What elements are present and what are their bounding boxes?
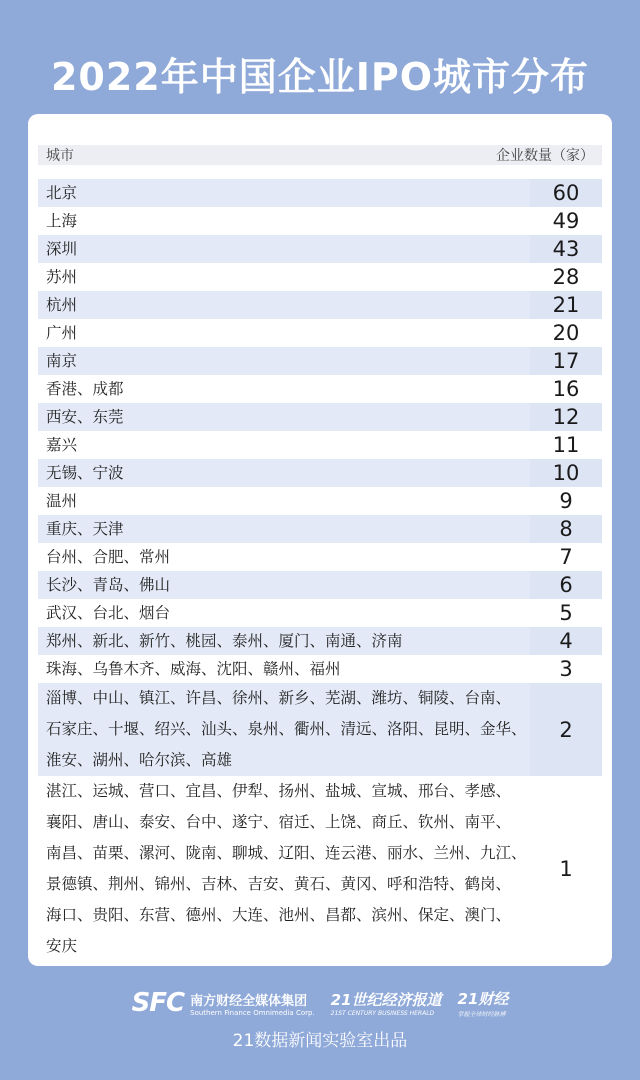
- row-count: 9: [559, 489, 573, 513]
- row-cities: 西安、东莞: [46, 408, 124, 426]
- table-row: [38, 683, 602, 776]
- row-cities: 无锡、宁波: [46, 464, 124, 482]
- table-row: [38, 403, 602, 431]
- row-cities: 武汉、台北、烟台: [46, 604, 171, 622]
- table-row: [38, 627, 602, 655]
- row-count: 20: [552, 321, 580, 345]
- row-count: 28: [552, 265, 580, 289]
- row-cities: 香港、成都: [46, 380, 124, 398]
- row-count: 17: [530, 347, 602, 375]
- row-count: 5: [559, 601, 573, 625]
- row-count: 49: [552, 209, 580, 233]
- sfc-name-cn: 南方财经全媒体集团: [190, 993, 308, 1009]
- row-cities: 珠海、乌鲁木齐、威海、沈阳、赣州、福州: [46, 660, 341, 678]
- row-cities: 杭州: [46, 296, 78, 314]
- table-row: [38, 459, 602, 487]
- row-count: 12: [530, 403, 602, 431]
- caijing-logo: [458, 988, 509, 1018]
- sfc-mark: SFC: [131, 988, 185, 1018]
- row-cities: 嘉兴: [46, 436, 78, 454]
- row-cities: 南京: [46, 352, 78, 370]
- table-card: [28, 114, 612, 966]
- row-cities: 郑州、新北、新竹、桃园、泰州、厦门、南通、济南: [46, 632, 403, 650]
- table-body: [38, 179, 602, 962]
- header-count: 企业数量（家）: [496, 148, 594, 164]
- table-row: [38, 655, 602, 683]
- row-cities: 上海: [46, 212, 78, 230]
- footer-logos: [0, 986, 640, 1020]
- table-header: [38, 145, 602, 165]
- row-cities: 重庆、天津: [46, 520, 124, 538]
- row-count: 6: [530, 571, 602, 599]
- row-cities: 台州、合肥、常州: [46, 548, 171, 566]
- page-title: 2022年中国企业IPO城市分布: [50, 55, 590, 99]
- row-count: 7: [559, 545, 573, 569]
- row-count: 4: [530, 627, 602, 655]
- table-row: [38, 776, 602, 962]
- table-row: [38, 347, 602, 375]
- sfc-logo: [132, 988, 315, 1018]
- table-row: [38, 235, 602, 263]
- herald-name-cn: 21世纪经济报道: [330, 991, 442, 1009]
- table-row: [38, 571, 602, 599]
- row-count: 3: [559, 657, 573, 681]
- row-count: 1: [559, 857, 573, 881]
- row-count: 2: [530, 683, 602, 776]
- header-city: 城市: [46, 148, 74, 164]
- row-count: 11: [552, 433, 580, 457]
- herald-logo: [331, 989, 442, 1017]
- row-cities: 温州: [46, 492, 78, 510]
- row-cities: 广州: [46, 324, 78, 342]
- row-count: 43: [530, 235, 602, 263]
- row-cities: 长沙、青岛、佛山: [46, 576, 171, 594]
- row-count: 8: [530, 515, 602, 543]
- table-row: [38, 291, 602, 319]
- row-cities: 苏州: [46, 268, 78, 286]
- row-count: 60: [530, 179, 602, 207]
- row-cities: 深圳: [46, 240, 78, 258]
- table-row: [38, 207, 602, 235]
- row-cities: 湛江、运城、营口、宜昌、伊犁、扬州、盐城、宣城、邢台、孝感、襄阳、唐山、泰安、台中、遂宁、宿迁、上饶、商丘、钦州、南平、南昌、苗栗、漯河、陇南、聊城、辽阳、连云港、丽水、兰州、九江、景德镇、荆州、锦州、吉林、吉安、黄石、黄冈、呼和浩特、鹤岗、海口、贵阳、东营、德州、大连、池州、昌都、滨州、保定、澳门、安庆: [46, 782, 527, 955]
- row-count: 16: [552, 377, 580, 401]
- table-row: [38, 319, 602, 347]
- caijing-name-en: 掌握全球财经脉搏: [457, 1011, 506, 1018]
- herald-name-en: 21ST CENTURY BUSINESS HERALD: [330, 1010, 435, 1017]
- table-row: [38, 375, 602, 403]
- row-count: 10: [530, 459, 602, 487]
- table-row: [38, 431, 602, 459]
- caijing-name-cn: 21财经: [457, 990, 509, 1008]
- table-row: [38, 599, 602, 627]
- table-row: [38, 179, 602, 207]
- row-cities: 淄博、中山、镇江、许昌、徐州、新乡、芜湖、潍坊、铜陵、台南、石家庄、十堰、绍兴、汕头、泉州、衢州、清远、洛阳、昆明、金华、淮安、湖州、哈尔滨、高雄: [46, 689, 527, 769]
- table-row: [38, 487, 602, 515]
- row-cities: 北京: [46, 184, 78, 202]
- table-row: [38, 263, 602, 291]
- credit-line: 21数据新闻实验室出品: [232, 1031, 408, 1051]
- row-count: 21: [530, 291, 602, 319]
- sfc-name-en: Southern Finance Omnimedia Corp.: [190, 1008, 315, 1017]
- table-row: [38, 543, 602, 571]
- table-row: [38, 515, 602, 543]
